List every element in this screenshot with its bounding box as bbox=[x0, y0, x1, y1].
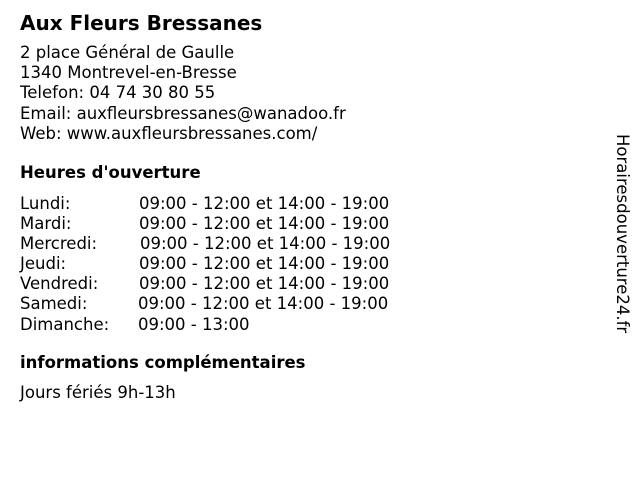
day-label: Vendredi: bbox=[20, 274, 99, 294]
time-range: 09:00 - 12:00 et 14:00 - 19:00 bbox=[138, 294, 389, 314]
website-text: Web: www.auxfleursbressanes.com/ bbox=[20, 123, 318, 143]
day-label: Jeudi: bbox=[20, 254, 67, 274]
day-label: Mercredi: bbox=[20, 234, 98, 254]
address-line-street: 2 place Général de Gaulle bbox=[20, 43, 235, 62]
time-range: 09:00 - 12:00 et 14:00 - 19:00 bbox=[140, 234, 391, 254]
day-label: Dimanche: bbox=[20, 314, 110, 334]
day-label: Mardi: bbox=[20, 214, 72, 234]
watermark-text: Horairesdouverture24.fr bbox=[613, 134, 632, 334]
time-range: 09:00 - 12:00 et 14:00 - 19:00 bbox=[139, 274, 390, 294]
time-range: 09:00 - 12:00 et 14:00 - 19:00 bbox=[139, 194, 390, 213]
watermark bbox=[612, 134, 636, 374]
additional-info-heading: informations complémentaires bbox=[20, 353, 306, 372]
time-range: 09:00 - 12:00 et 14:00 - 19:00 bbox=[139, 214, 390, 234]
opening-hours-heading: Heures d'ouverture bbox=[20, 163, 201, 182]
email-text: Email: auxfleursbressanes@wanadoo.fr bbox=[20, 103, 346, 123]
day-label: Samedi: bbox=[20, 294, 88, 314]
contact-block bbox=[20, 43, 346, 144]
address-line-city: 1340 Montrevel-en-Bresse bbox=[20, 63, 237, 83]
time-range: 09:00 - 12:00 et 14:00 - 19:00 bbox=[139, 254, 390, 274]
phone-text: Telefon: 04 74 30 80 55 bbox=[20, 83, 216, 103]
business-name: Aux Fleurs Bressanes bbox=[20, 11, 263, 35]
day-label: Lundi: bbox=[20, 194, 71, 213]
additional-info-text: Jours fériés 9h-13h bbox=[20, 383, 176, 402]
time-range: 09:00 - 13:00 bbox=[138, 314, 250, 334]
